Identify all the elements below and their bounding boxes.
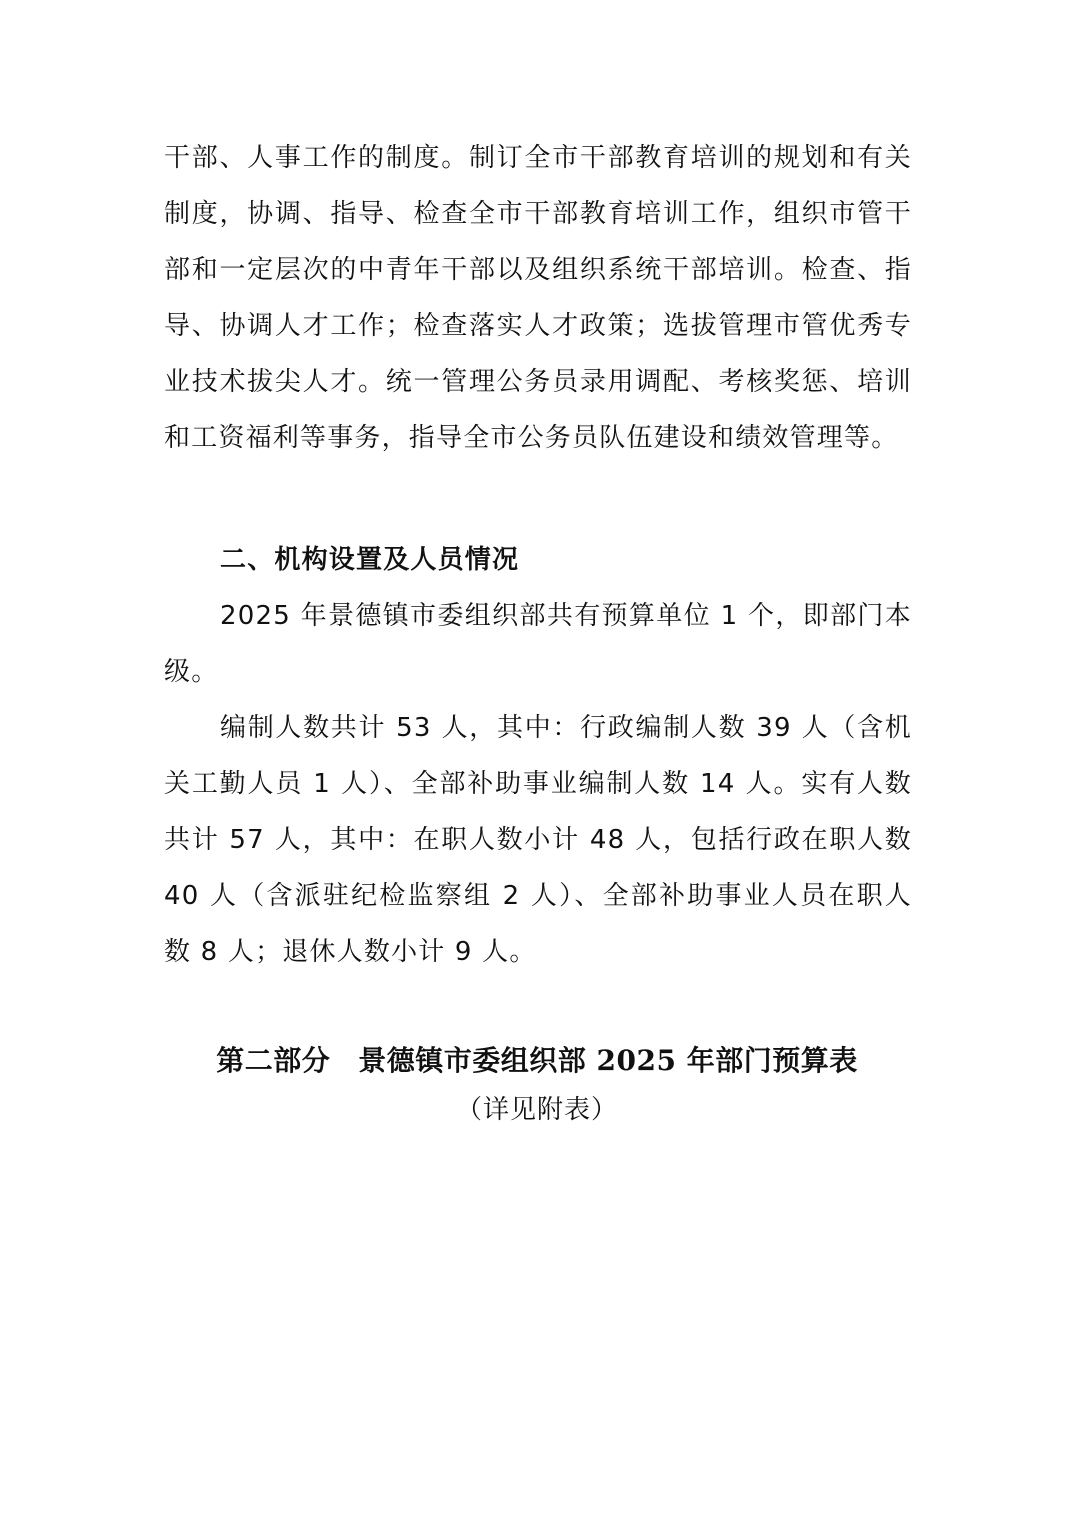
see-appendix-note: （详见附表）	[455, 1095, 618, 1125]
duties-continuation-paragraph: 干部、人事工作的制度。制订全市干部教育培训的规划和有关制度，协调、指导、检查全市干部教育培训工作，组织市管干部和一定层次的中青年干部以及组织系统干部培训。检查、指导、协调人才工作；检查落实人才政策；选拔管理市管优秀专业技术拔尖人才。统一管理公务员录用调配、考核奖惩、培训和工资福利等事务，指导全市公务员队伍建设和绩效管理等。	[164, 143, 912, 453]
part-two-label: 第二部分	[216, 1044, 331, 1077]
budget-units-paragraph: 2025 年景德镇市委组织部共有预算单位 1 个，即部门本级。	[164, 601, 912, 687]
staffing-paragraph: 编制人数共计 53 人，其中：行政编制人数 39 人（含机关工勤人员 1 人）、全部补助事业编制人数 14 人。实有人数共计 57 人，其中：在职人数小计 48 人，包括行政在职人数 40 人（含派驻纪检监察组 2 人）、全部补助事业人员在职人数 8 人；退休人数小计 9 人。	[164, 713, 912, 967]
part-two-title	[0, 1036, 1074, 1086]
section-heading-organization-staff: 二、机构设置及人员情况	[220, 545, 520, 575]
part-two-title-text: 景德镇市委组织部 2025 年部门预算表	[358, 1044, 858, 1077]
